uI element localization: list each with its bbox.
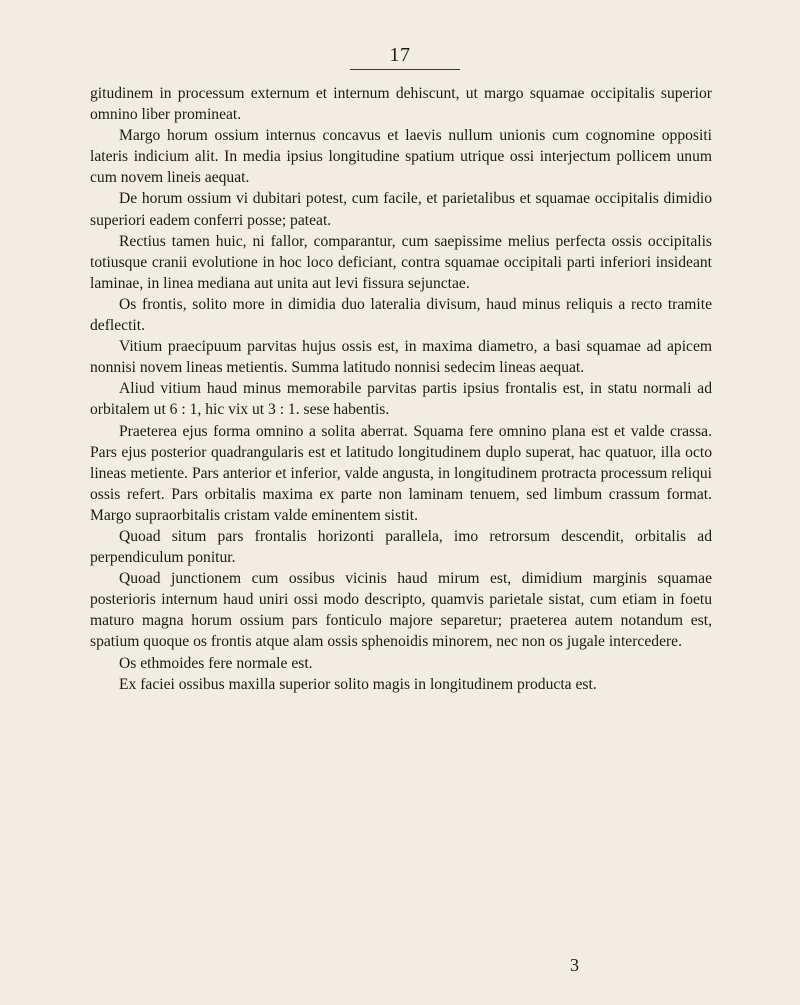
- paragraph: Os frontis, solito more in dimidia duo lateralia divisum, haud minus reliquis a recto tramite deflectit.: [90, 295, 712, 335]
- paragraph: Aliud vitium haud minus memorabile parvitas partis ipsius frontalis est, in statu normali ad orbitalem ut 6 : 1, hic vix ut 3 : 1. sese habentis.: [90, 380, 712, 419]
- body-text: [90, 83, 712, 695]
- paragraph: De horum ossium vi dubitari potest, cum facile, et parietalibus et squamae occipitalis dimidio superiori eadem conferri posse; pateat.: [90, 190, 712, 229]
- paragraph-continuation: gitudinem in processum externum et internum dehiscunt, ut margo squamae occipitalis superior omnino liber promineat.: [90, 85, 712, 124]
- paragraph: Quoad junctionem cum ossibus vicinis haud mirum est, dimidium marginis squamae posterioris internum haud uniri ossi modo descripto, quamvis parietale sistat, cum etiam in foetu maturo magna horum ossium pars fonticulo majore separetur; praeterea autem notandum est, spatium quoque os frontis atque alam ossis sphenoidis minorem, nec non os jugale intercedere.: [90, 570, 712, 651]
- paragraph: Praeterea ejus forma omnino a solita aberrat. Squama fere omnino plana est et valde crassa. Pars ejus posterior quadrangularis est et latitudo longitudinem duplo superat, hac quatuor, illa octo lineas metiente. Pars anterior et inferior, valde angusta, in longitudinem protracta processum reliqui ossis refert. Pars orbitalis maxima ex parte non laminam tenuem, sed limbum crassum format. Margo supraorbitalis cristam valde eminentem sistit.: [90, 422, 712, 524]
- paragraph: Ex faciei ossibus maxilla superior solito magis in longitudinem producta est.: [119, 675, 597, 693]
- page-number: 17: [389, 44, 411, 66]
- paragraph: Margo horum ossium internus concavus et laevis nullum unionis cum cognomine oppositi lateris indicium alit. In media ipsius longitudine spatium utrique ossi interjectum pollicem unum cum novem lineis aequat.: [90, 127, 712, 187]
- paragraph: Vitium praecipuum parvitas hujus ossis est, in maxima diametro, a basi squamae ad apicem nonnisi novem lineas metientis. Summa latitudo nonnisi sedecim lineas aequat.: [90, 338, 712, 377]
- signature-mark: 3: [570, 955, 579, 975]
- paragraph: Os ethmoides fere normale est.: [119, 654, 313, 672]
- paragraph: Quoad situm pars frontalis horizonti parallela, imo retrorsum descendit, orbitalis ad perpendiculum ponitur.: [90, 527, 712, 567]
- paragraph: Rectius tamen huic, ni fallor, comparantur, cum saepissime melius perfecta ossis occipitalis totiusque cranii evolutione in hoc loco deficiant, contra squamae occipitali parti inferiori insideant laminae, in linea mediana aut unita aut levi fissura sejunctae.: [90, 232, 712, 292]
- header-rule: [350, 69, 460, 70]
